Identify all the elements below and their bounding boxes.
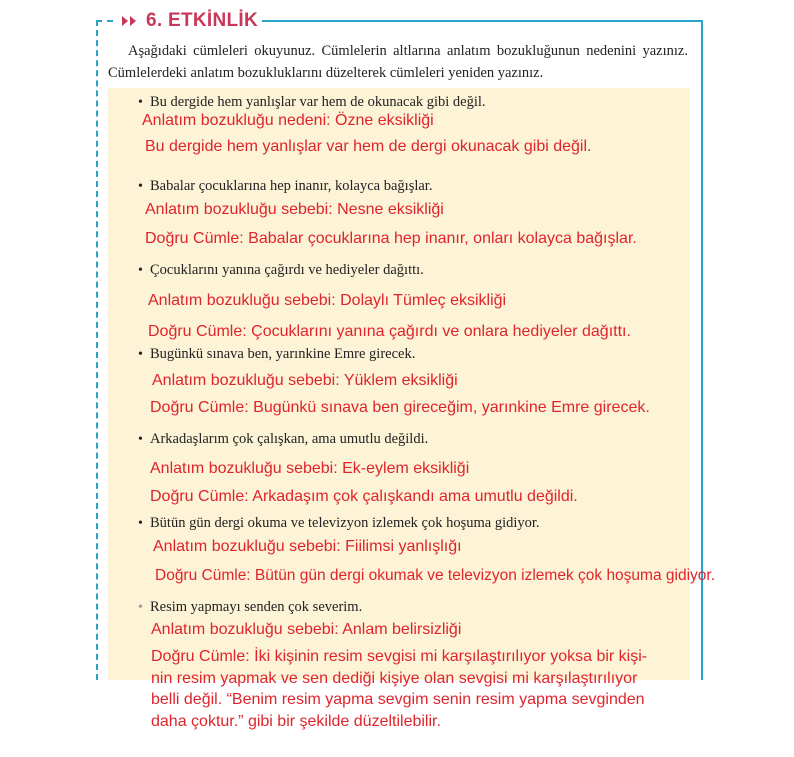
exercise-sentence xyxy=(138,178,432,195)
sentence-text: Bugünkü sınava ben, yarınkine Emre girecek. xyxy=(150,346,416,362)
exercise-sentence xyxy=(138,599,362,616)
answer-reason: Anlatım bozukluğu sebebi: Anlam belirsizliği xyxy=(151,621,462,638)
correction-line: daha çoktur.” gibi bir şekilde düzeltilebilir. xyxy=(151,712,441,730)
bullet-icon: • xyxy=(138,95,143,110)
exercise-sentence xyxy=(138,346,415,363)
sentence-text: Bu dergide hem yanlışlar var hem de okunacak gibi değil. xyxy=(150,94,486,110)
sentence-text: Babalar çocuklarına hep inanır, kolayca bağışlar. xyxy=(150,178,433,194)
answer-reason: Anlatım bozukluğu sebebi: Nesne eksikliği xyxy=(145,201,444,218)
bullet-icon: • xyxy=(138,600,143,615)
answer-reason: Anlatım bozukluğu sebebi: Ek-eylem eksikliği xyxy=(150,460,470,477)
answer-correction: Bu dergide hem yanlışlar var hem de dergi okunacak gibi değil. xyxy=(145,138,592,155)
sentence-text: Çocuklarını yanına çağırdı ve hediyeler dağıttı. xyxy=(150,262,424,278)
instructions-text: Aşağıdaki cümleleri okuyunuz. Cümlelerin altlarına anlatım bozukluğunun nedenini yazınız. Cümlelerdeki anlatım bozukluklarını düzelterek cümleleri yeniden yazınız. xyxy=(108,43,688,81)
correction-line: belli değil. “Benim resim yapma sevgim senin resim yapma sevginden xyxy=(151,691,645,708)
answer-correction: Doğru Cümle: Bugünkü sınava ben gireceğim, yarınkine Emre girecek. xyxy=(150,399,650,416)
answer-correction: Doğru Cümle: Bütün gün dergi okumak ve televizyon izlemek çok hoşuma gidiyor. xyxy=(155,567,715,584)
activity-header xyxy=(116,10,262,32)
exercise-sentence xyxy=(138,431,428,448)
sentence-text: Bütün gün dergi okuma ve televizyon izlemek çok hoşuma gidiyor. xyxy=(150,515,540,531)
sentence-text: Arkadaşlarım çok çalışkan, ama umutlu değildi. xyxy=(150,431,429,447)
correction-line: Doğru Cümle: İki kişinin resim sevgisi mi karşılaştırılıyor yoksa bir kişi- xyxy=(151,648,648,665)
bullet-icon: • xyxy=(138,432,143,447)
bullet-icon: • xyxy=(138,347,143,362)
exercise-sentence xyxy=(138,94,486,111)
exercise-sentence xyxy=(138,262,424,279)
activity-title: 6. ETKİNLİK xyxy=(146,10,259,31)
exercise-sentence xyxy=(138,515,540,532)
sentence-text: Resim yapmayı senden çok severim. xyxy=(150,599,363,615)
bullet-icon: • xyxy=(138,263,143,278)
frame-left-border xyxy=(96,20,98,680)
correction-line: nin resim yapmak ve sen dediği kişiye olan sevgisi mi karşılaştırılıyor xyxy=(151,669,638,687)
answer-reason: Anlatım bozukluğu nedeni: Özne eksikliği xyxy=(142,112,434,129)
answer-correction: Doğru Cümle: Çocuklarını yanına çağırdı ve onlara hediyeler dağıttı. xyxy=(148,323,631,340)
answer-correction: Doğru Cümle: Arkadaşım çok çalışkandı ama umutlu değildi. xyxy=(150,488,578,505)
answer-correction-paragraph xyxy=(151,646,647,732)
bullet-icon: • xyxy=(138,516,143,531)
answer-reason: Anlatım bozukluğu sebebi: Fiilimsi yanlışlığı xyxy=(153,538,462,555)
answer-reason: Anlatım bozukluğu sebebi: Yüklem eksikliği xyxy=(152,372,458,389)
bullet-icon: • xyxy=(138,179,143,194)
answer-reason: Anlatım bozukluğu sebebi: Dolaylı Tümleç eksikliği xyxy=(148,292,507,309)
double-chevron-right-icon xyxy=(120,14,140,28)
answer-correction: Doğru Cümle: Babalar çocuklarına hep inanır, onları kolayca bağışlar. xyxy=(145,230,637,247)
